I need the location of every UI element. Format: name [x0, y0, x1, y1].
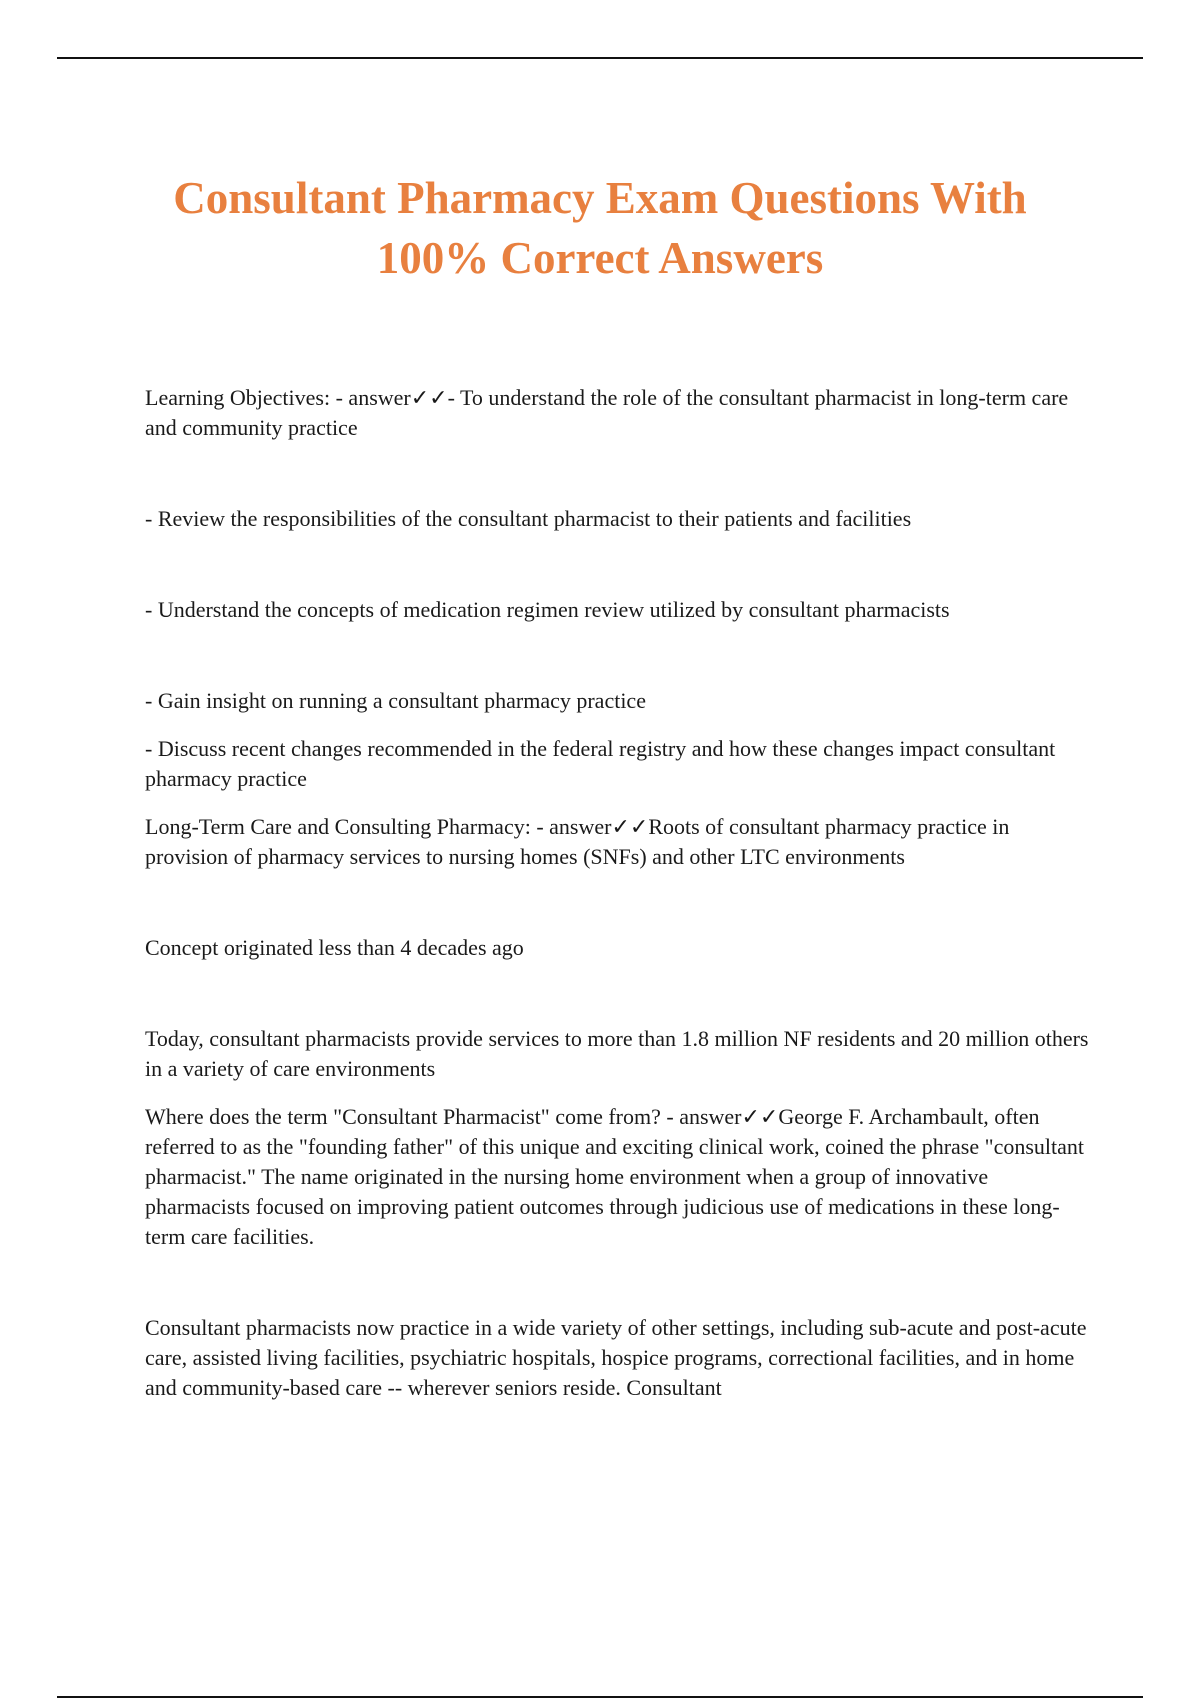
bottom-rule [57, 1696, 1143, 1698]
title-line-2: 100% Correct Answers [376, 233, 824, 283]
paragraph-today: Today, consultant pharmacists provide services to more than 1.8 million NF residents and 20 million others in a variety of care environments [145, 1026, 1089, 1081]
paragraph-understand-concepts: - Understand the concepts of medication regimen review utilized by consultant pharmacists [145, 597, 950, 622]
paragraph-learning-objectives: Learning Objectives: - answer✓✓- To understand the role of the consultant pharmacist in long-term care and community practice [145, 385, 1069, 440]
paragraph-discuss-changes: - Discuss recent changes recommended in the federal registry and how these changes impact consultant pharmacy practice [145, 736, 1056, 791]
title-line-1: Consultant Pharmacy Exam Questions With [173, 173, 1027, 223]
document-title [100, 168, 1100, 288]
paragraph-long-term-care: Long-Term Care and Consulting Pharmacy: - answer✓✓Roots of consultant pharmacy practice in provision of pharmacy services to nursing homes (SNFs) and other LTC environments [145, 814, 1010, 869]
paragraph-term-origin: Where does the term "Consultant Pharmacist" come from? - answer✓✓George F. Archambault, often referred to as the "founding father" of this unique and exciting clinical work, coined the phrase "consultant pharmacist." The name originated in the nursing home environment when a group of innovative pharmacists focused on improving patient outcomes through judicious use of medications in these long-term care facilities. [145, 1104, 1085, 1249]
paragraph-gain-insight: - Gain insight on running a consultant pharmacy practice [145, 688, 646, 713]
paragraph-concept-originated: Concept originated less than 4 decades ago [145, 935, 524, 960]
paragraph-review-responsibilities: - Review the responsibilities of the consultant pharmacist to their patients and facilities [145, 506, 912, 531]
top-rule [57, 57, 1143, 59]
paragraph-settings: Consultant pharmacists now practice in a wide variety of other settings, including sub-acute and post-acute care, assisted living facilities, psychiatric hospitals, hospice programs, correctional facilities, and in home and community-based care -- wherever seniors reside. Consultant [145, 1315, 1087, 1400]
document-body [145, 383, 1090, 1403]
